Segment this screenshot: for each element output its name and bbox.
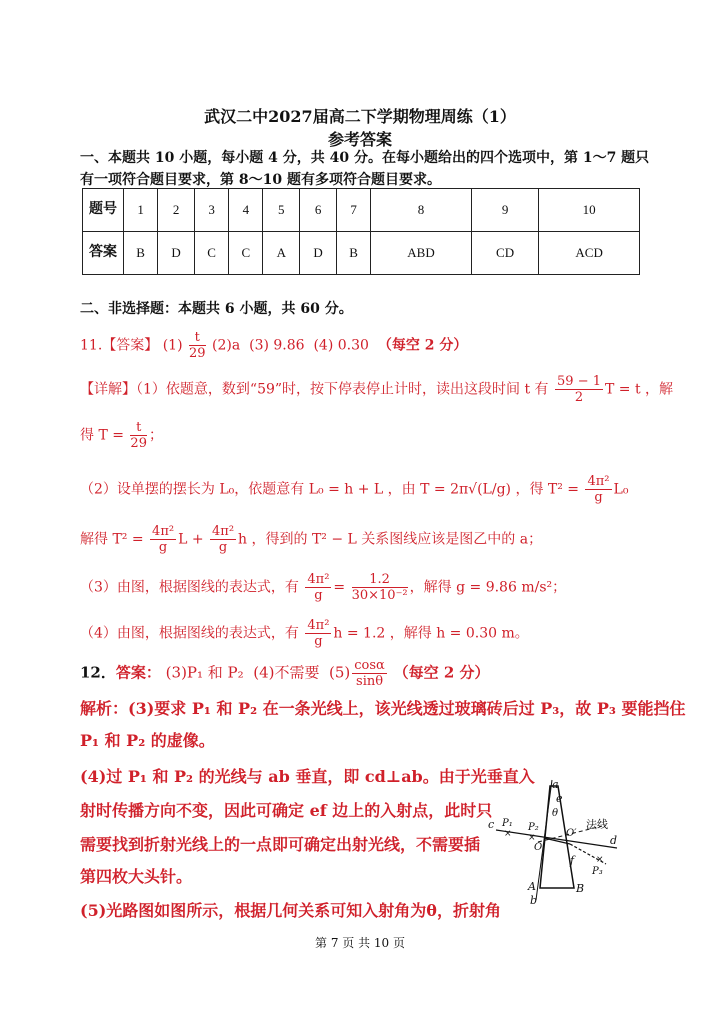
detail-fraction [130,420,147,451]
section1-instructions [80,147,660,191]
fraction-denominator: g [594,490,603,505]
q11-detail-2 [80,474,628,505]
q11-detail-1b [80,420,163,451]
q12-a5: (5) [329,663,351,682]
fig-label: P₁ [502,818,513,829]
table-cell: 4 [229,189,263,232]
table-cell: 10 [539,189,640,232]
detail-text: ，解得 g = 9.86 m/s²； [409,579,567,596]
pin-mark: × [528,833,536,843]
table-cell: 1 [124,189,158,232]
fraction-denominator: g [314,588,323,603]
page-title: 武汉二中2027届高二下学期物理周练（1） [204,107,516,126]
fraction-numerator: 4π² [307,572,330,587]
fig-label: θ [552,808,559,819]
fraction-numerator: 4π² [152,524,175,539]
detail-text: （1）依题意，数到“59”时，按下停表停止计时，读出这段时间 t 有 [136,381,549,398]
q11-detail-3 [80,572,566,603]
q12-analysis-line4: 射时传播方向不变，因此可确定 ef 边上的入射点，此时只 [80,801,493,820]
detail-fraction [352,572,408,603]
table-cell: B [336,232,370,275]
table-cell: 6 [300,189,337,232]
q12-score: （每空 2 分） [393,663,490,682]
fig-label: B [576,882,585,895]
fig-label: P₃ [592,866,603,877]
table-cell: ACD [539,232,640,275]
q12-a4: (4)不需要 [253,663,320,682]
fig-label: f [570,854,575,867]
table-cell: ABD [371,232,472,275]
answer-table [82,188,640,275]
fraction-denominator: 29 [130,436,147,451]
fig-label: O′ [566,828,577,839]
fig-label: d [610,834,618,847]
q12-analysis-line3: (4)过 P₁ 和 P₂ 的光线与 ab 垂直，即 cd⊥ab。由于光垂直入 [80,767,535,786]
fig-label: O [534,842,543,853]
fraction-denominator: g [158,540,168,555]
table-cell: 2 [158,189,195,232]
detail-text: T = t ，解 [605,381,674,398]
q12-analysis-line1 [80,694,685,724]
q11-a2: (2)a [212,337,241,354]
table-row-numbers [83,189,640,232]
fig-label: 法线 [586,818,608,831]
q11-score: （每空 2 分） [377,337,468,354]
analysis-tag: 解析： [80,699,129,718]
section2-heading: 二、非选择题：本题共 6 小题，共 60 分。 [80,301,353,317]
fraction-numerator: cosα [354,658,385,673]
q12-a3: (3)P₁ 和 P₂ [165,663,244,682]
line-ab [536,780,552,900]
table-cell: 8 [371,189,472,232]
fig-label: P₂ [528,822,539,833]
fig-label: A [528,880,536,893]
table-cell: D [300,232,337,275]
q11-a4: (4) 0.30 [313,337,369,354]
ray-cd [496,830,617,848]
page-footer: 第 7 页 共 10 页 [315,936,405,950]
detail-fraction [150,524,176,555]
row-label-answer: 答案 [83,232,124,275]
table-cell: CD [471,232,538,275]
page-subtitle: 参考答案 [327,130,392,149]
q12-label: 答案： [115,663,161,682]
table-cell: 9 [471,189,538,232]
detail-fraction [305,572,331,603]
q11-a1: (1) [162,337,183,354]
detail-text: 解得 T² = [80,531,144,548]
detail-text: h = 1.2 ，解得 h = 0.30 m。 [333,625,529,642]
table-row-answers [83,232,640,275]
fraction-numerator: 4π² [212,524,235,539]
section1-line2: 有一项符合题目要求，第 8～10 题有多项符合题目要求。 [80,172,441,188]
detail-tag: 【详解】 [80,381,136,398]
section1-line1: 一、本题共 10 小题，每小题 4 分，共 40 分。在每小题给出的四个选项中，第 1～7 题只 [80,150,650,166]
row-label-number: 题号 [83,189,124,232]
detail-fraction [555,374,603,405]
detail-text: h ，得到的 T² − L 关系图线应该是图乙中的 a； [238,531,543,548]
q12-analysis-line6: 第四枚大头针。 [80,867,193,886]
q12-a5-fraction [352,658,387,689]
detail-text: （4）由图，根据图线的表达式，有 [80,625,299,642]
table-cell: A [263,232,300,275]
fig-label: c [488,818,495,831]
detail-text: （2）设单摆的摆长为 L₀，依题意有 L₀ = h + L ，由 T = 2π√(L/g) ，得 T² = [80,481,580,498]
fraction-denominator: g [314,634,323,649]
pin-mark: × [596,855,604,865]
detail-fraction [305,618,331,649]
detail-text: L₀ [613,481,629,498]
detail-text: ； [148,427,163,444]
fraction-numerator: 59 − 1 [557,374,601,389]
q11-a3: (3) 9.86 [249,337,305,354]
fraction-denominator: g [218,540,228,555]
q12-analysis-line5: 需要找到折射光线上的一点即可确定出射光线，不需要插 [80,835,481,854]
detail-text: （3）由图，根据图线的表达式，有 [80,579,299,596]
q11-detail-1 [80,374,673,405]
optics-figure [482,778,622,908]
detail-text: = [333,579,346,596]
detail-text: 得 T = [80,427,124,444]
fraction-numerator: t [130,420,147,436]
q12-prefix: 12． [80,663,116,682]
fraction-numerator: t [189,330,206,346]
q11-answer-line [80,330,467,361]
pin-mark: × [504,829,512,839]
fraction-denominator: 29 [189,346,206,361]
q12-answer-line [80,658,490,689]
fraction-denominator: 30×10⁻² [351,588,408,603]
table-cell: 5 [263,189,300,232]
fig-label: e [556,792,563,805]
table-cell: 7 [336,189,370,232]
q11-detail-2b [80,524,542,555]
fraction-numerator: 4π² [307,618,330,633]
q11-detail-4 [80,618,529,649]
fraction-denominator: sinθ [356,674,384,689]
table-cell: 3 [194,189,228,232]
q11-prefix: 11.【答案】 [80,337,159,354]
q11-a1-fraction [189,330,206,361]
table-cell: C [229,232,263,275]
q12-analysis-line7: (5)光路图如图所示，根据几何关系可知入射角为θ，折射角 [80,901,501,920]
detail-fraction [210,524,236,555]
q12-analysis-line2: P₁ 和 P₂ 的虚像。 [80,731,215,750]
fig-label: b [530,894,538,907]
fraction-numerator: 1.2 [352,572,408,588]
table-cell: D [158,232,195,275]
table-cell: B [124,232,158,275]
fig-label: a [552,778,559,791]
table-cell: C [194,232,228,275]
detail-text: L + [178,531,204,548]
analysis-text: (3)要求 P₁ 和 P₂ 在一条光线上，该光线透过玻璃砖后过 P₃，故 P₃ 要能挡住 [128,699,686,718]
fraction-denominator: 2 [574,390,584,405]
detail-fraction [585,474,611,505]
fraction-numerator: 4π² [587,474,610,489]
